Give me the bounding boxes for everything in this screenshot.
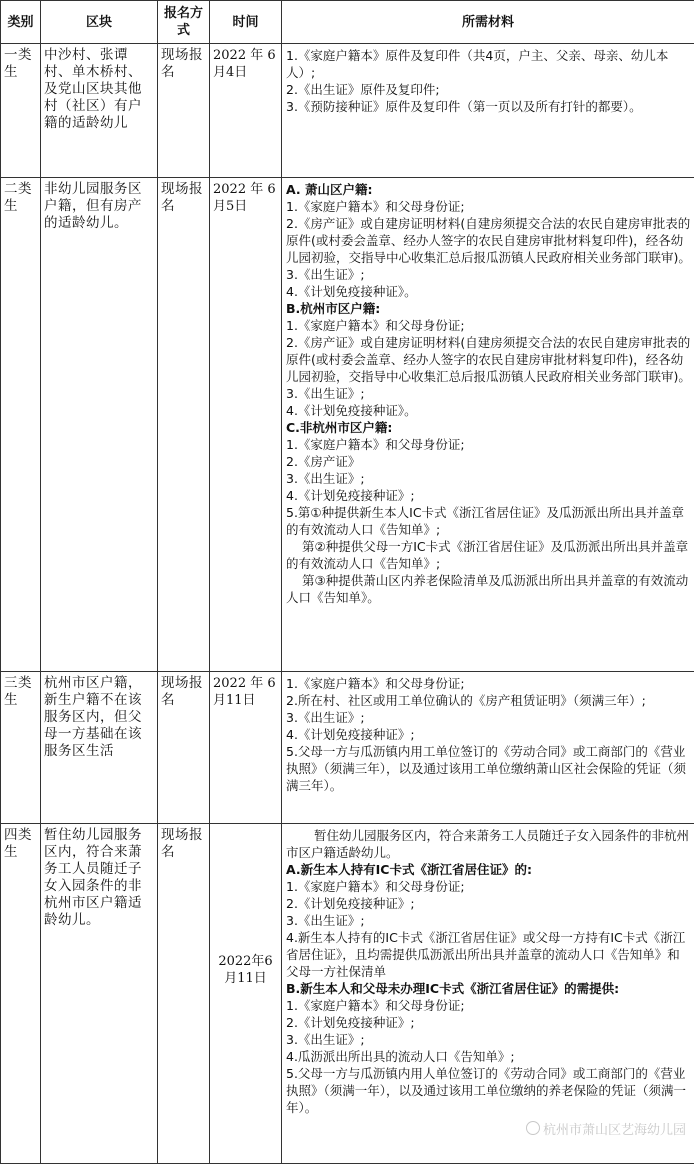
header-method: 报名方式 <box>158 1 210 44</box>
material-item: 2.《计划免疫接种证》; <box>286 895 691 912</box>
row-method: 现场报名 <box>158 672 210 824</box>
row-category: 二类生 <box>1 178 41 672</box>
row-materials <box>282 44 694 178</box>
row-area: 杭州市区户籍，新生户籍不在该服务区内，但父母一方基础在该服务区生活 <box>41 672 158 824</box>
material-item: 3.《出生证》; <box>286 266 691 283</box>
material-item: 4.《计划免疫接种证》。 <box>286 402 691 419</box>
material-item: 4.《计划免疫接种证》。 <box>286 283 691 300</box>
watermark <box>526 1119 686 1138</box>
table-row <box>1 178 694 672</box>
row-area: 中沙村、张谭村、单木桥村、及党山区块其他村（社区）有户籍的适龄幼儿 <box>41 44 158 178</box>
row-date: 2022 年 6 月5日 <box>210 178 282 672</box>
material-item: 3.《出生证》; <box>286 385 691 402</box>
material-item: 1.《家庭户籍本》和父母身份证; <box>286 878 691 895</box>
row-category: 三类生 <box>1 672 41 824</box>
section-title: A.新生本人持有IC卡式《浙江省居住证》的: <box>286 861 691 878</box>
material-item: 4.瓜沥派出所出具的流动人口《告知单》; <box>286 1048 691 1065</box>
table-row <box>1 44 694 178</box>
table-row <box>1 672 694 824</box>
material-item: 1.《家庭户籍本》和父母身份证; <box>286 675 691 692</box>
material-item: 4.《计划免疫接种证》; <box>286 726 691 743</box>
row-method: 现场报名 <box>158 178 210 672</box>
header-area: 区块 <box>41 1 158 44</box>
header-materials: 所需材料 <box>282 1 694 44</box>
material-item: 第②种提供父母一方IC卡式《浙江省居住证》及瓜沥派出所出具并盖章的有效流动人口《告知单》; <box>286 538 691 572</box>
material-item: 1.《家庭户籍本》和父母身份证; <box>286 198 691 215</box>
material-item: 2.《房产证》或自建房证明材料(自建房须提交合法的农民自建房审批表的原件(或村委会盖章、经办人签字的农民自建房审批材料复印件)，经各幼儿园初验，交指导中心收集汇总后报瓜沥镇人民政府相关业务部门联审)。 <box>286 334 691 385</box>
material-item: 5.父母一方与瓜沥镇内用工单位签订的《劳动合同》或工商部门的《营业执照》（须满三年），以及通过该用工单位缴纳萧山区社会保险的凭证（须满三年）。 <box>286 743 691 794</box>
material-item: 2.《房产证》或自建房证明材料(自建房须提交合法的农民自建房审批表的原件(或村委会盖章、经办人签字的农民自建房审批材料复印件)，经各幼儿园初验，交指导中心收集汇总后报瓜沥镇人民政府相关业务部门联审)。 <box>286 215 691 266</box>
material-item: 3.《预防接种证》原件及复印件（第一页以及所有打针的都要）。 <box>286 98 691 115</box>
material-item: 4.《计划免疫接种证》; <box>286 487 691 504</box>
materials-intro: 暂住幼儿园服务区内，符合来萧务工人员随迁子女入园条件的非杭州市区户籍适龄幼儿。 <box>286 827 691 861</box>
material-item: 1.《家庭户籍本》和父母身份证; <box>286 317 691 334</box>
section-title: B.新生本人和父母未办理IC卡式《浙江省居住证》的需提供: <box>286 980 691 997</box>
material-item: 1.《家庭户籍本》和父母身份证; <box>286 436 691 453</box>
row-date: 2022 年 6 月4日 <box>210 44 282 178</box>
material-item: 3.《出生证》; <box>286 912 691 929</box>
row-materials <box>282 672 694 824</box>
table-row <box>1 824 694 1164</box>
row-materials <box>282 178 694 672</box>
row-category: 一类生 <box>1 44 41 178</box>
material-item: 5.父母一方与瓜沥镇内用人单位签订的《劳动合同》或工商部门的《营业执照》（须满一年），以及通过该用工单位缴纳的养老保险的凭证（须满一年）。 <box>286 1065 691 1116</box>
material-item: 5.第①种提供新生本人IC卡式《浙江省居住证》及瓜沥派出所出具并盖章的有效流动人口《告知单》; <box>286 504 691 538</box>
section-title: C.非杭州市区户籍: <box>286 419 691 436</box>
material-item: 4.新生本人持有的IC卡式《浙江省居住证》或父母一方持有IC卡式《浙江省居住证》，且均需提供瓜沥派出所出具并盖章的流动人口《告知单》和父母一方社保清单 <box>286 929 691 980</box>
row-area: 非幼儿园服务区户籍，但有房产的适龄幼儿。 <box>41 178 158 672</box>
table-header-row <box>1 1 694 44</box>
material-item: 2.所在村、社区或用工单位确认的《房产租赁证明》（须满三年）; <box>286 692 691 709</box>
section-title: A. 萧山区户籍: <box>286 181 691 198</box>
row-method: 现场报名 <box>158 824 210 1164</box>
row-method: 现场报名 <box>158 44 210 178</box>
row-date-text: 2022年6月11日 <box>213 953 278 987</box>
material-item: 3.《出生证》; <box>286 470 691 487</box>
material-item: 2.《计划免疫接种证》; <box>286 1014 691 1031</box>
row-materials <box>282 824 694 1164</box>
material-item: 第③种提供萧山区内养老保险清单及瓜沥派出所出具并盖章的有效流动人口《告知单》。 <box>286 572 691 606</box>
material-item: 2.《房产证》 <box>286 453 691 470</box>
row-date <box>210 824 282 1164</box>
row-date: 2022 年 6 月11日 <box>210 672 282 824</box>
material-item: 3.《出生证》; <box>286 1031 691 1048</box>
header-date: 时间 <box>210 1 282 44</box>
material-item: 1.《家庭户籍本》原件及复印件（共4页，户主、父亲、母亲、幼儿本人）; <box>286 47 691 81</box>
material-item: 3.《出生证》; <box>286 709 691 726</box>
header-category: 类别 <box>1 1 41 44</box>
material-item: 2.《出生证》原件及复印件; <box>286 81 691 98</box>
material-item: 1.《家庭户籍本》和父母身份证; <box>286 997 691 1014</box>
row-category: 四类生 <box>1 824 41 1164</box>
section-title: B.杭州市区户籍: <box>286 300 691 317</box>
watermark-text: 杭州市萧山区艺海幼儿园 <box>543 1123 686 1138</box>
row-area: 暂住幼儿园服务区内，符合来萧务工人员随迁子女入园条件的非杭州市区户籍适龄幼儿。 <box>41 824 158 1164</box>
wechat-icon <box>526 1121 540 1135</box>
